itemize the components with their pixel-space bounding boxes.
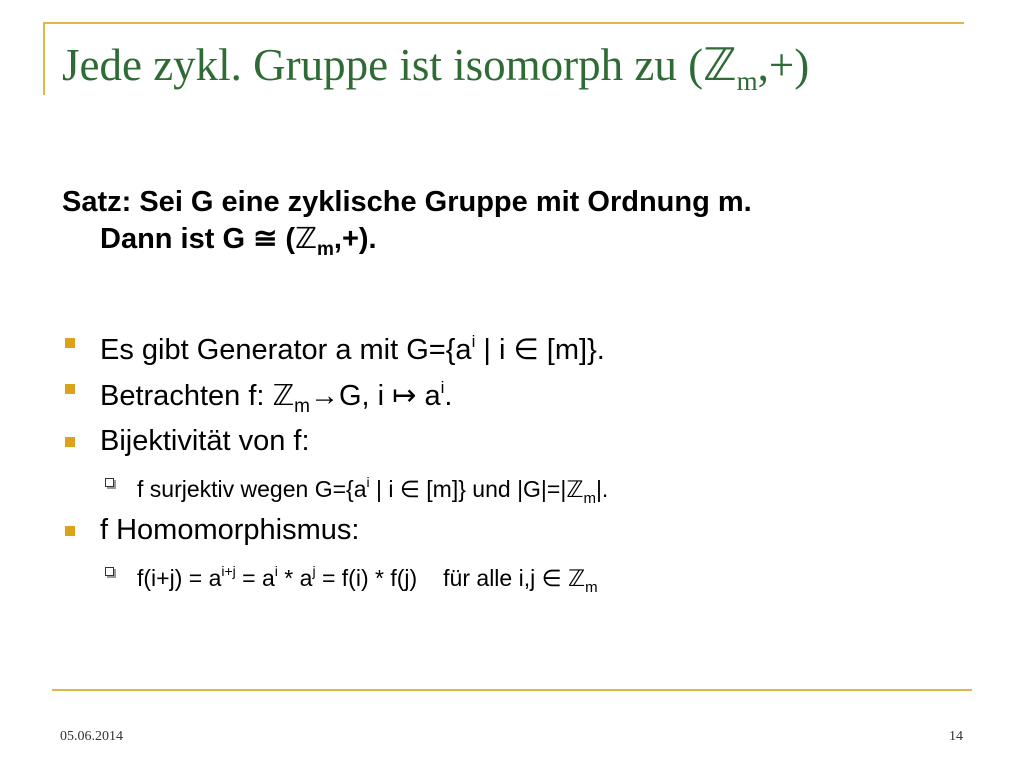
theorem-line-1: Satz: Sei G eine zyklische Gruppe mit Ordnung m. xyxy=(62,186,752,218)
bullet-square-icon xyxy=(65,338,75,348)
bullet-map-definition: Betrachten f: ℤ$_m$→G, i ↦ $a^i$. xyxy=(100,370,452,425)
hollow-square-bullet-icon xyxy=(105,478,114,487)
slide-title: Jede zykl. Gruppe ist isomorph zu (ℤ$_m$,+) xyxy=(62,38,810,96)
top-border-line xyxy=(43,22,964,24)
footer-divider-line xyxy=(52,689,972,691)
bullet-homomorphism: f Homomorphismus: xyxy=(100,512,359,548)
bullet-generator: Es gibt Generator a mit $G=\{a^i$ | i ∈ [m]}. xyxy=(100,324,605,368)
sub-bullet-homomorphism-equation: $f(i+j) = a^{i+j} = a^i * a^j = f(i) * f(j)$ für alle i,j ∈ ℤ$_m$ xyxy=(137,556,598,603)
theorem-line-2: Dann ist G ≅ (ℤ$_m$,+). xyxy=(100,221,377,260)
bullet-bijectivity: Bijektivität von f: xyxy=(100,423,310,459)
bullet-square-icon xyxy=(65,437,75,447)
bullet-square-icon xyxy=(65,526,75,536)
bullet-square-icon xyxy=(65,384,75,394)
theorem-statement xyxy=(62,184,962,268)
left-border-line xyxy=(43,22,45,95)
page-number: 14 xyxy=(949,729,963,744)
sub-bullet-surjective: f surjektiv wegen $G=\{a^i$ | i ∈ [m]} und |G|=|ℤ$_m$|. xyxy=(137,467,608,514)
footer-date: 05.06.2014 xyxy=(60,729,123,744)
hollow-square-bullet-icon xyxy=(105,567,114,576)
